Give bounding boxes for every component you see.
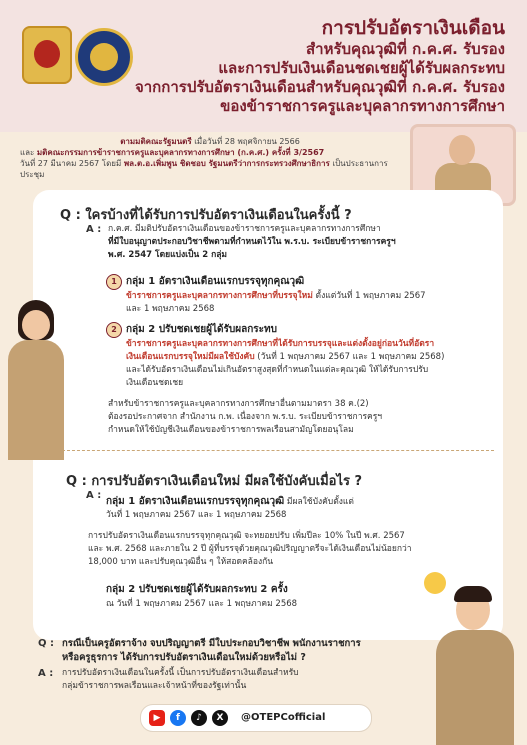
title-line-5: ของข้าราชการครูและบุคลากรทางการศึกษา [220,97,505,115]
qa1-group1-title: กลุ่ม 1 อัตราเงินเดือนแรกบรรจุทุกคุณวุฒิ [126,276,305,287]
qa1-question [60,204,352,225]
qa3-q-label: Q : [38,638,54,649]
qa1-note-line: ต้องรอประกาศจาก สำนักงาน ก.พ. เนื่องจาก พ.ร.บ. ระเบียบข้าราชการครูฯ [108,412,383,422]
cabinet-resolution-label: ตามมติคณะรัฐมนตรี [120,137,192,146]
qa2-q-label: Q : [66,474,87,489]
qa2-question-text: การปรับอัตราเงินเดือนใหม่ มีผลใช้บังคับเมื่อไร ? [91,474,363,489]
qa3-answer-line: กลุ่มข้าราชการพลเรือนและเจ้าหน้าที่ของรัฐเท่านั้น [62,681,247,691]
tiktok-icon[interactable]: ♪ [191,710,207,726]
ministry-emblem-icon [22,26,72,84]
facebook-icon[interactable]: f [170,710,186,726]
section-divider [62,450,494,451]
qa1-group1-desc [126,290,496,316]
qa1-group2-highlight1: ข้าราชการครูและบุคลากรทางการศึกษาที่ได้รับการบรรจุและแต่งตั้งอยู่ก่อนวันที่อัตรา [126,339,435,349]
meeting-date: วันที่ 27 มีนาคม 2567 โดยมี [20,159,124,168]
qa3-question [62,637,422,665]
qa1-a-label: A : [86,224,102,235]
group2-number-badge: 2 [106,322,122,338]
qa3-a-label: A : [38,668,54,679]
subheader-and: และ [20,148,37,157]
title-line-4: จากการปรับอัตราเงินเดือนสำหรับคุณวุฒิที่ ก.ค.ศ. รับรอง [134,78,505,96]
qa3-answer-line: การปรับอัตราเงินเดือนในครั้งนี้ เป็นการปรับอัตราเงินเดือนสำหรับ [62,668,299,678]
qa1-answer-line: ที่มีใบอนุญาตประกอบวิชาชีพตามที่กำหนดไว้ใน พ.ร.บ. ระเบียบข้าราชการครูฯ [108,237,396,247]
social-handle[interactable]: @OTEPCofficial [241,712,326,723]
qa1-group2-title: กลุ่ม 2 ปรับชดเชยผู้ได้รับผลกระทบ [126,324,277,335]
teacher-woman-illustration [4,300,66,460]
qa2-group2-date: ณ วันที่ 1 พฤษภาคม 2567 และ 1 พฤษภาคม 2568 [106,599,298,609]
qa1-answer [108,223,488,262]
qa2-group1-date: วันที่ 1 พฤษภาคม 2567 และ 1 พฤษภาคม 2568 [106,510,287,520]
qa3-question-line: กรณีเป็นครูอัตราจ้าง จบปริญญาตรี มีใบประกอบวิชาชีพ พนักงานราชการ [62,638,361,649]
qa2-question [66,470,362,491]
qa2-detail-line: การปรับอัตราเงินเดือนแรกบรรจุทุกคุณวุฒิ จะทยอยปรับ เพิ่มปีละ 10% ในปี พ.ศ. 2567 [88,531,405,541]
group1-number-badge: 1 [106,274,122,290]
otepc-logo-icon [75,28,133,86]
qa1-answer-line: ก.ค.ศ. มีมติปรับอัตราเงินเดือนของข้าราชการครูและบุคลากรทางการศึกษา [108,224,381,234]
qa2-group2-title: กลุ่ม 2 ปรับชดเชยผู้ได้รับผลกระทบ 2 ครั้ง [106,584,288,595]
qa3-answer [62,667,412,693]
qa1-group1-highlight: ข้าราชการครูและบุคลากรทางการศึกษาที่บรรจุใหม่ [126,291,313,301]
social-bar [140,704,372,732]
qa1-group1-date2: และ 1 พฤษภาคม 2568 [126,304,215,314]
qa1-group2-line: และได้รับอัตราเงินเดือนไม่เกินอัตราสูงสุดที่กำหนดในแต่ละคุณวุฒิ ให้ได้รับการปรับ [126,365,429,375]
qa2-group1-title: กลุ่ม 1 อัตราเงินเดือนแรกบรรจุทุกคุณวุฒิ [106,496,285,507]
qa2-a-label: A : [86,490,102,501]
subheader [20,136,400,180]
qa1-question-text: ใครบ้างที่ได้รับการปรับอัตราเงินเดือนในครั้งนี้ ? [85,208,352,223]
qa2-group1 [106,489,496,522]
title-line-2: สำหรับคุณวุฒิที่ ก.ค.ศ. รับรอง [306,40,505,58]
qa1-group2-line: เงินเดือนชดเชย [126,378,184,388]
title-line-1: การปรับอัตราเงินเดือน [321,17,505,39]
qa2-detail [88,530,498,569]
qa1-note-line: กำหนดให้ใช้บัญชีเงินเดือนของข้าราชการพลเรือนสามัญโดยอนุโลม [108,425,354,435]
teacher-man-illustration [430,590,520,745]
qa1-group2-desc [126,338,501,390]
qa1-group1-date1: ตั้งแต่วันที่ 1 พฤษภาคม 2567 [312,291,426,301]
qa2-group1-suffix: มีผลใช้บังคับตั้งแต่ [284,497,354,507]
minister-name: พล.ต.อ.เพิ่มพูน ชิดชอบ รัฐมนตรีว่าการกระทรวงศึกษาธิการ [123,159,330,168]
qa3-question-line: หรือครูธุรการ ได้รับการปรับอัตราเงินเดือนใหม่ด้วยหรือไม่ ? [62,652,306,663]
qa1-note [108,398,488,437]
meeting-chair-suffix: เป็นประธานการประชุม [20,159,388,179]
qa1-q-label: Q : [60,208,81,223]
youtube-icon[interactable]: ▶ [149,710,165,726]
qa2-detail-line: และ พ.ศ. 2568 และภายใน 2 ปี ผู้ที่บรรจุด้วยคุณวุฒิปริญญาตรีจะได้เงินเดือนไม่น้อยกว่า [88,544,412,554]
page-title [135,16,505,116]
committee-resolution-label: มติคณะกรรมการข้าราชการครูและบุคลากรทางการศึกษา (ก.ค.ศ.) ครั้งที่ 3/2567 [36,148,325,157]
qa1-answer-line: พ.ศ. 2547 โดยแบ่งเป็น 2 กลุ่ม [108,250,228,260]
cabinet-resolution-date: เมื่อวันที่ 28 พฤศจิกายน 2566 [191,137,300,146]
qa1-group2-highlight2: เงินเดือนแรกบรรจุใหม่มีผลใช้บังคับ [126,352,255,362]
qa1-group2-dates: (วันที่ 1 พฤษภาคม 2567 และ 1 พฤษภาคม 2568) [254,352,445,362]
qa1-note-line: สำหรับข้าราชการครูและบุคลากรทางการศึกษาอื่นตามมาตรา 38 ค.(2) [108,399,369,409]
x-icon[interactable]: X [212,710,228,726]
title-line-3: และการปรับเงินเดือนชดเชยผู้ได้รับผลกระทบ [218,59,505,77]
qa2-detail-line: 18,000 บาท และปรับคุณวุฒิอื่น ๆ ให้สอดคล้องกัน [88,557,274,567]
